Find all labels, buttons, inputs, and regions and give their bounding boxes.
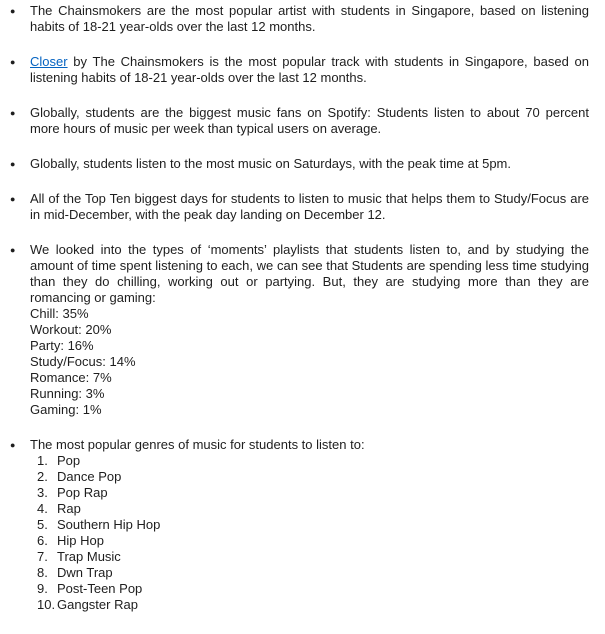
genre-list-item [30, 453, 589, 469]
genre-number: 3. [37, 485, 48, 500]
genre-list-item [30, 581, 589, 597]
paragraph-text: The Chainsmokers are the most popular artist with students in Singapore, based on listening habits of 18-21 year-olds over the last 12 months. [30, 3, 589, 34]
moments-stat-running: Running: 3% [30, 386, 105, 401]
genre-label: Dwn Trap [57, 565, 113, 580]
genre-label: Pop [57, 453, 81, 468]
genre-list-item [30, 549, 589, 565]
genre-number: 5. [37, 517, 48, 532]
paragraph-text: Globally, students listen to the most music on Saturdays, with the peak time at 5pm. [30, 156, 511, 171]
moments-stat-study-focus: Study/Focus: 14% [30, 354, 136, 369]
genre-list-item [30, 597, 589, 613]
closer-link[interactable]: Closer [30, 54, 68, 69]
moments-stat-party: Party: 16% [30, 338, 94, 353]
paragraph-text: The most popular genres of music for students to listen to: [30, 437, 365, 452]
genre-list-item [30, 501, 589, 517]
moments-stat-workout: Workout: 20% [30, 322, 112, 337]
genre-number: 7. [37, 549, 48, 564]
genre-label: Pop Rap [57, 485, 108, 500]
bullet-icon: ● [10, 245, 16, 255]
genre-label: Gangster Rap [57, 597, 138, 612]
genre-label: Post-Teen Pop [57, 581, 143, 596]
genre-label: Dance Pop [57, 469, 122, 484]
bullet-icon: ● [10, 6, 16, 16]
paragraph-text-after-link: by The Chainsmokers is the most popular track with students in Singapore, based on listening habits of 18-21 year-olds over the last 12 months. [30, 54, 589, 85]
genre-number: 6. [37, 533, 48, 548]
genre-list-item [30, 517, 589, 533]
genre-number: 2. [37, 469, 48, 484]
paragraph-text: We looked into the types of ‘moments’ playlists that students listen to, and by studying the amount of time spent listening to each, we can see that Students are spending less time studying than they do chilling, working out or partying. But, they are studying more than they are romancing or gaming: [30, 242, 589, 305]
moments-stat-romance: Romance: 7% [30, 370, 112, 385]
genre-label: Rap [57, 501, 81, 516]
genre-label: Hip Hop [57, 533, 104, 548]
genre-number: 9. [37, 581, 48, 596]
genre-number: 10. [37, 597, 56, 612]
genre-list-item [30, 469, 589, 485]
bullet-item-biggest-fans [10, 105, 589, 137]
paragraph-text: Globally, students are the biggest music fans on Spotify: Students listen to about 70 percent more hours of music per week than typical users on average. [30, 105, 589, 136]
bullet-icon: ● [10, 194, 16, 204]
bullet-item-moments [10, 242, 589, 418]
genre-list-item [30, 533, 589, 549]
bullet-item-study-focus-days [10, 191, 589, 223]
bullet-item-closer-track [10, 54, 589, 86]
moments-stat-chill: Chill: 35% [30, 306, 89, 321]
paragraph-text: All of the Top Ten biggest days for students to listen to music that helps them to Study/Focus are in mid-December, with the peak day landing on December 12. [30, 191, 589, 222]
moments-stat-gaming: Gaming: 1% [30, 402, 102, 417]
genre-number: 8. [37, 565, 48, 580]
bullet-icon: ● [10, 440, 16, 450]
genre-list-item [30, 485, 589, 501]
bullet-item-chainsmokers-artist [10, 3, 589, 35]
bullet-icon: ● [10, 57, 16, 67]
bullet-icon: ● [10, 108, 16, 118]
bullet-icon: ● [10, 159, 16, 169]
genre-label: Southern Hip Hop [57, 517, 161, 532]
genre-label: Trap Music [57, 549, 121, 564]
genre-number: 1. [37, 453, 48, 468]
genre-number: 4. [37, 501, 48, 516]
bullet-item-genres [10, 437, 589, 613]
bullet-item-saturdays [10, 156, 589, 172]
genre-list-item [30, 565, 589, 581]
paragraph-text [30, 54, 589, 86]
